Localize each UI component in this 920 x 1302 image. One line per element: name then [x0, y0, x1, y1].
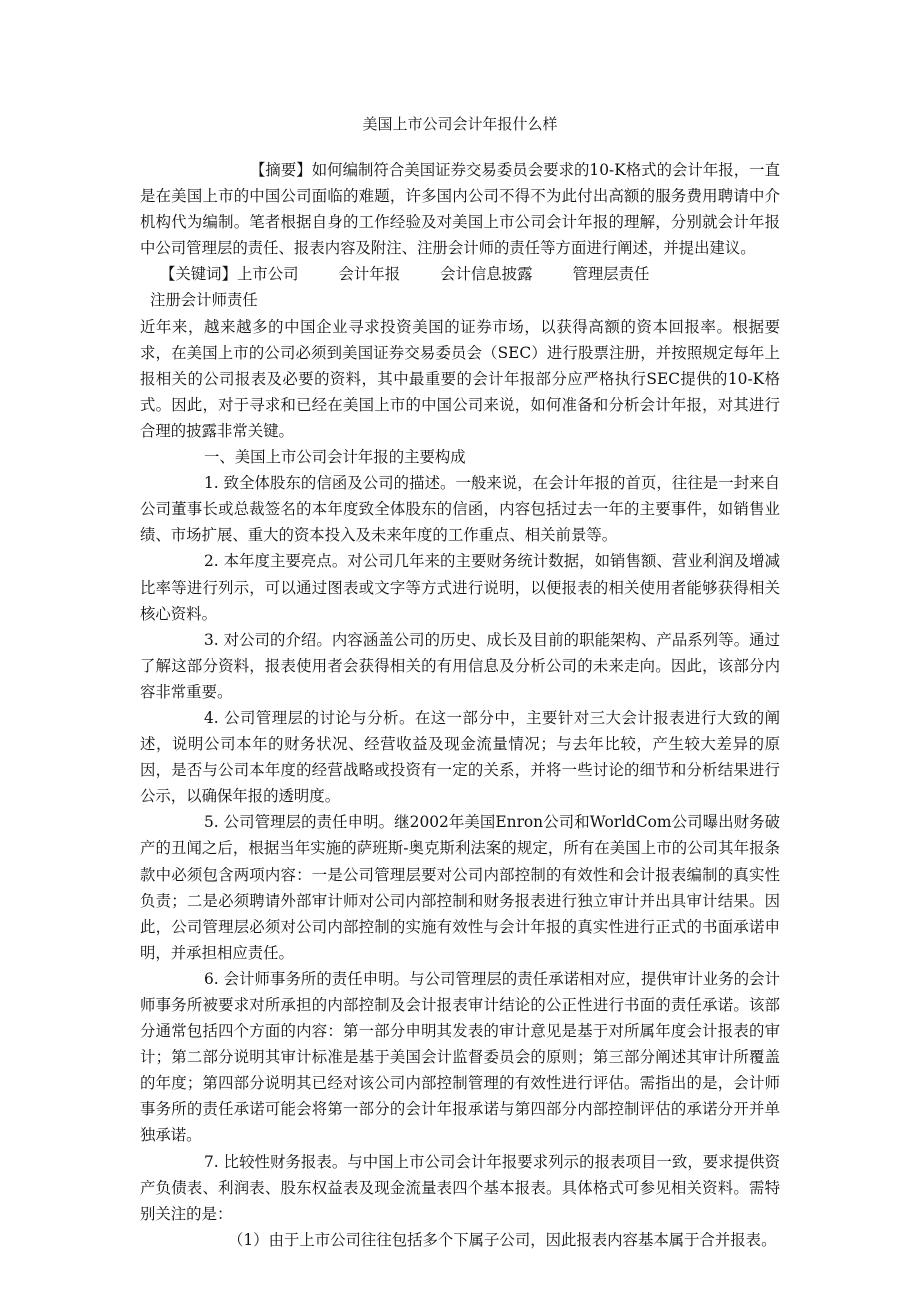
- list-item-3: 3. 对公司的介绍。内容涵盖公司的历史、成长及目前的职能架构、产品系列等。通过了解这部分资料，报表使用者会获得相关的有用信息及分析公司的未来走向。因此，该部分内容非常重要。: [140, 630, 780, 701]
- keyword-item: 注册会计师责任: [150, 291, 258, 310]
- document-title: 美国上市公司会计年报什么样: [362, 115, 558, 133]
- keywords-label: 【关键词】上市公司: [160, 265, 299, 284]
- list-item-6: 6. 会计师事务所的责任申明。与公司管理层的责任承诺相对应，提供审计业务的会计师事务所被要求对所承担的内部控制及会计报表审计结论的公正性进行书面的责任承诺。该部分通常包括四个方面的内容：第一部分申明其发表的审计意见是基于对所属年度会计报表的审计；第二部分说明其审计标准是基于美国会计监督委员会的原则；第三部分阐述其审计所覆盖的年度；第四部分说明其已经对该公司内部控制管理的有效性进行评估。需指出的是，会计师事务所的责任承诺可能会将第一部分的会计年报承诺与第四部分内部控制评估的承诺分开并单独承诺。: [140, 969, 780, 1145]
- keyword-item: 管理层责任: [572, 265, 650, 284]
- list-item-2: 2. 本年度主要亮点。对公司几年来的主要财务统计数据，如销售额、营业利润及增减比率等进行列示，可以通过图表或文字等方式进行说明，以便报表的相关使用者能够获得相关核心资料。: [140, 552, 780, 623]
- keyword-item: 会计年报: [338, 265, 401, 284]
- abstract-paragraph: 【摘要】如何编制符合美国证券交易委员会要求的10-K格式的会计年报，一直是在美国上市的中国公司面临的难题，许多国内公司不得不为此付出高额的服务费用聘请中介机构代为编制。笔者根据自身的工作经验及对美国上市公司会计年报的理解，分别就会计年报中公司管理层的责任、报表内容及附注、注册会计师的责任等方面进行阐述，并提出建议。: [140, 161, 780, 258]
- sub-item-1: （1）由于上市公司往往包括多个下属子公司，因此报表内容基本属于合并报表。: [228, 1230, 777, 1249]
- document-body: [140, 157, 780, 1253]
- intro-paragraph: 近年来，越来越多的中国企业寻求投资美国的证券市场，以获得高额的资本回报率。根据要求，在美国上市的公司必须到美国证券交易委员会（SEC）进行股票注册，并按照规定每年上报相关的公司报表及必要的资料，其中最重要的会计年报部分应严格执行SEC提供的10-K格式。因此，对于寻求和已经在美国上市的中国公司来说，如何准备和分析会计年报，对其进行合理的披露非常关键。: [140, 317, 780, 440]
- list-item-5: 5. 公司管理层的责任申明。继2002年美国Enron公司和WorldCom公司曝出财务破产的丑闻之后，根据当年实施的萨班斯-奥克斯利法案的规定，所有在美国上市的公司其年报条款中必须包含两项内容：一是公司管理层要对公司内部控制的有效性和会计报表编制的真实性负责；二是必须聘请外部审计师对公司内部控制和财务报表进行独立审计并出具审计结果。因此，公司管理层必须对公司内部控制的实施有效性与会计年报的真实性进行正式的书面承诺申明，并承担相应责任。: [140, 813, 780, 962]
- list-item-4: 4. 公司管理层的讨论与分析。在这一部分中，主要针对三大会计报表进行大致的阐述，说明公司本年的财务状况、经营收益及现金流量情况；与去年比较，产生较大差异的原因，是否与公司本年度的经营战略或投资有一定的关系，并将一些讨论的细节和分析结果进行公示，以确保年报的透明度。: [140, 708, 780, 806]
- keywords-line: [140, 261, 780, 313]
- list-item-7: 7. 比较性财务报表。与中国上市公司会计年报要求列示的报表项目一致，要求提供资产负债表、利润表、股东权益表及现金流量表四个基本报表。具体格式可参见相关资料。需特别关注的是：: [140, 1152, 780, 1223]
- section-heading: 一、美国上市公司会计年报的主要构成: [204, 448, 466, 467]
- keyword-item: 会计信息披露: [440, 265, 533, 284]
- list-item-1: 1. 致全体股东的信函及公司的描述。一般来说，在会计年报的首页，往往是一封来自公司董事长或总裁签名的本年度致全体股东的信函，内容包括过去一年的主要事件，如销售业绩、市场扩展、重大的资本投入及未来年度的工作重点、相关前景等。: [140, 474, 780, 545]
